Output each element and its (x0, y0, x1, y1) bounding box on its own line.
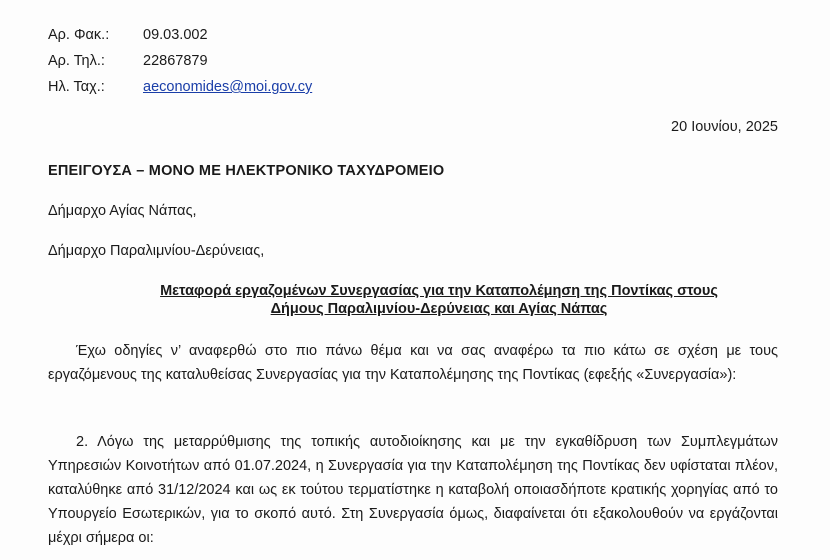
phone-value: 22867879 (143, 53, 208, 69)
paragraph-1: Έχω οδηγίες ν’ αναφερθώ στο πιο πάνω θέμα και να σας αναφέρω τα πιο κάτω σε σχέση με τους εργαζόμενους της καταλυθείσας Συνεργασίας για την Καταπολέμησης της Ποντίκας (εφεξής «Συνεργασία»): (48, 343, 778, 383)
urgency-notice: ΕΠΕΙΓΟΥΣΑ – ΜΟΝΟ ΜΕ ΗΛΕΚΤΡΟΝΙΚΟ ΤΑΧΥΔΡΟΜΕΙΟ (48, 163, 445, 179)
file-number-row (48, 22, 312, 48)
subject-line-1: Μεταφορά εργαζομένων Συνεργασίας για την Καταπολέμηση της Ποντίκας στους (160, 283, 718, 299)
email-link[interactable]: aeconomides@moi.gov.cy (143, 79, 313, 95)
recipient-paralimni: Δήμαρχο Παραλιμνίου-Δερύνειας, (48, 243, 265, 259)
subject-line-2: Δήμους Παραλιμνίου-Δερύνειας και Αγίας Νάπας (270, 301, 608, 317)
letter-subject (48, 282, 830, 318)
email-row (48, 74, 312, 100)
recipient-ayia-napa: Δήμαρχο Αγίας Νάπας, (48, 203, 197, 219)
file-number-label: Αρ. Φακ.: (48, 27, 110, 43)
file-number-value: 09.03.002 (143, 27, 208, 43)
paragraph-2: 2. Λόγω της μεταρρύθμισης της τοπικής αυτοδιοίκησης και με την εγκαθίδρυση των Συμπλεγμάτων Υπηρεσιών Κοινοτήτων από 01.07.2024, η Συνεργασία για την Καταπολέμηση της Ποντίκας δεν υφίσταται πλέον, καταλύθηκε από 31/12/2024 και ως εκ τούτου τερματίστηκε η καταβολή οποιασδήποτε κρατικής χορηγίας από το Υπουργείο Εσωτερικών, για το σκοπό αυτό. Στη Συνεργασία όμως, διαφαίνεται ότι εξακολουθούν να εργάζονται μέχρι σήμερα οι: (48, 434, 778, 546)
letter-date: 20 Ιουνίου, 2025 (671, 119, 778, 135)
reference-block (48, 22, 312, 100)
email-label: Ηλ. Ταχ.: (48, 79, 105, 95)
phone-row (48, 48, 312, 74)
phone-label: Αρ. Τηλ.: (48, 53, 105, 69)
